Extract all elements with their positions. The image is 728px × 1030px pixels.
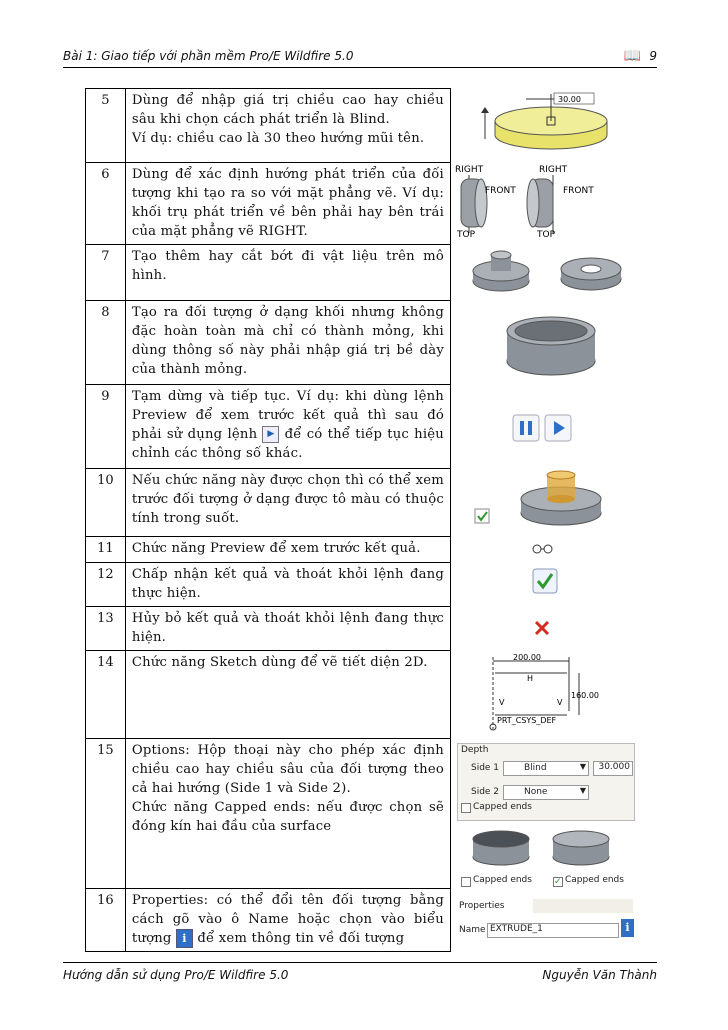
side2-select[interactable]	[503, 785, 589, 800]
content-table	[85, 88, 645, 952]
row-text	[125, 739, 450, 889]
row-text	[125, 889, 450, 952]
figure-cell	[450, 163, 645, 245]
info-icon[interactable]: i	[176, 929, 193, 948]
figure-cell	[450, 89, 645, 163]
info-icon[interactable]: i	[621, 919, 634, 937]
depth-dimension-label: 30.00	[557, 94, 581, 104]
table-row	[86, 89, 646, 163]
options-panel	[451, 739, 645, 889]
table-row	[86, 651, 646, 739]
capped-ends-label: Capped ends	[472, 874, 532, 885]
chevron-down-icon: ▼	[579, 761, 586, 771]
side1-value: Blind	[523, 762, 547, 773]
extrude-depth-figure	[451, 89, 645, 159]
side1-label: Side 1	[470, 762, 500, 773]
row-number: 9	[86, 385, 126, 469]
footer-left: Hướng dẫn sử dụng Pro/E Wildfire 5.0	[63, 968, 289, 982]
row-number: 16	[86, 889, 126, 952]
chevron-down-icon: ▼	[579, 785, 586, 795]
top-plane-label: TOP	[536, 229, 555, 240]
table-row	[86, 245, 646, 301]
row-text-line: Ví dụ: chiều cao là 30 theo hướng mũi tên.	[131, 131, 425, 146]
row-number: 13	[86, 607, 126, 651]
row-text: Tạo ra đối tượng ở dạng khối nhưng không đặc hoàn toàn mà chỉ có thành mỏng, khi dùng thông số này phải nhập giá trị bề dày của thành mỏng.	[125, 301, 450, 385]
table-row	[86, 607, 646, 651]
name-input[interactable]: EXTRUDE_1	[487, 923, 619, 938]
row-text: Chức năng Preview để xem trước kết quả.	[125, 537, 450, 563]
capped-ends-label: Capped ends	[564, 874, 624, 885]
accept-figure	[451, 563, 645, 603]
front-plane-label: FRONT	[562, 185, 594, 196]
figure-cell	[450, 739, 645, 889]
row-number: 12	[86, 563, 126, 607]
figure-cell	[450, 651, 645, 739]
row-text: Nếu chức năng này được chọn thì có thể xem trước đối tượng ở dạng được tô màu có thuộc tính trong suốt.	[125, 469, 450, 537]
side1-select[interactable]	[503, 761, 589, 776]
pause-icon	[513, 415, 539, 441]
row-number: 7	[86, 245, 126, 301]
side2-value: None	[523, 786, 548, 797]
figure-cell	[450, 385, 645, 469]
page-footer	[63, 968, 657, 982]
direction-figure	[451, 163, 645, 241]
row-text-part: để có thể tiếp tục hiệu chỉnh các thông số khác.	[131, 427, 444, 461]
transparent-preview-figure	[451, 469, 645, 533]
capped-ends-comparison	[451, 821, 645, 881]
horizontal-constraint: H	[526, 673, 533, 683]
row-number: 11	[86, 537, 126, 563]
depth-title: Depth	[460, 744, 489, 755]
figure-cell	[450, 563, 645, 607]
capped-ends-checkbox[interactable]	[461, 877, 471, 887]
row-text: Chấp nhận kết quả và thoát khỏi lệnh đang thực hiện.	[125, 563, 450, 607]
row-text: Chức năng Sketch dùng để vẽ tiết diện 2D.	[125, 651, 450, 739]
row-number: 5	[86, 89, 126, 163]
table-row	[86, 469, 646, 537]
figure-cell	[450, 537, 645, 563]
table-row	[86, 563, 646, 607]
row-text-line: Options: Hộp thoại này cho phép xác định chiều cao hay chiều sâu của đối tượng theo cả hai hướng (Side 1 và Side 2).	[131, 743, 444, 796]
row-text: Dùng để xác định hướng phát triển của đối tượng khi tạo ra so với mặt phẳng vẽ. Ví dụ: khối trụ phát triển về bên phải hay bên trái của mặt phẳng vẽ RIGHT.	[125, 163, 450, 245]
side1-depth-input[interactable]: 30.000	[593, 761, 633, 776]
row-text-part: để xem thông tin về đối tượng	[197, 931, 405, 946]
row-text-part: Properties: có thể đổi tên đối tượng bằng cách gõ vào ô Name hoặc chọn vào biểu tượng	[131, 893, 444, 946]
resume-icon[interactable]: ▶	[262, 426, 279, 443]
row-text	[125, 385, 450, 469]
name-label: Name	[458, 924, 486, 935]
table-row	[86, 739, 646, 889]
add-remove-material-figure	[451, 245, 645, 297]
height-dimension: 160.00	[570, 690, 599, 700]
table-row	[86, 537, 646, 563]
row-text-line: Dùng để nhập giá trị chiều cao hay chiều sâu khi chọn cách phát triển là Blind.	[131, 93, 444, 127]
glasses-icon[interactable]	[533, 545, 552, 553]
figure-cell	[450, 469, 645, 537]
preview-figure	[451, 537, 645, 559]
pause-resume-figure	[451, 385, 645, 465]
side2-label: Side 2	[470, 786, 500, 797]
cancel-figure	[451, 607, 645, 647]
row-text: Hủy bỏ kết quả và thoát khỏi lệnh đang thực hiện.	[125, 607, 450, 651]
thin-wall-figure	[451, 301, 645, 381]
right-plane-label: RIGHT	[538, 164, 568, 175]
properties-panel	[451, 889, 645, 949]
figure-cell	[450, 607, 645, 651]
row-number: 15	[86, 739, 126, 889]
vertical-constraint: V	[556, 697, 563, 707]
capped-ends-checkbox[interactable]	[461, 803, 471, 813]
check-icon	[533, 569, 557, 593]
vertical-constraint: V	[498, 697, 505, 707]
table-row	[86, 889, 646, 952]
capped-ends-label: Capped ends	[472, 801, 532, 812]
row-number: 10	[86, 469, 126, 537]
row-number: 14	[86, 651, 126, 739]
table-row	[86, 163, 646, 245]
open-book-icon: 📖	[623, 48, 641, 64]
close-icon[interactable]	[536, 622, 548, 634]
figure-cell	[450, 301, 645, 385]
properties-title: Properties	[458, 900, 505, 911]
figure-cell	[450, 245, 645, 301]
checkbox-icon	[475, 509, 489, 523]
row-text: Tạo thêm hay cắt bớt đi vật liệu trên mô hình.	[125, 245, 450, 301]
table-row	[86, 301, 646, 385]
sketch-figure	[451, 651, 645, 735]
top-plane-label: TOP	[456, 229, 475, 240]
footer-author: Nguyễn Văn Thành	[542, 968, 657, 982]
row-text-part: Tạm dừng và tiếp tục. Ví dụ: khi dùng lệnh Preview để xem trước kết quả thì sau đó phải sử dụng lệnh	[131, 389, 444, 442]
csys-label: PRT_CSYS_DEF	[496, 715, 557, 725]
figure-cell	[450, 889, 645, 952]
header-title: Bài 1: Giao tiếp với phần mềm Pro/E Wildfire 5.0	[63, 49, 354, 63]
right-plane-label: RIGHT	[454, 164, 484, 175]
front-plane-label: FRONT	[484, 185, 516, 196]
row-number: 8	[86, 301, 126, 385]
width-dimension: 200.00	[512, 652, 541, 662]
footer-rule	[63, 962, 657, 963]
capped-ends-checkbox[interactable]: ✓	[553, 876, 562, 887]
row-number: 6	[86, 163, 126, 245]
row-text	[125, 89, 450, 163]
table-row	[86, 385, 646, 469]
header-rule	[63, 67, 657, 68]
page-number: 9	[649, 49, 657, 63]
row-text-line: Chức năng Capped ends: nếu được chọn sẽ đóng kín hai đầu của surface	[131, 800, 444, 834]
